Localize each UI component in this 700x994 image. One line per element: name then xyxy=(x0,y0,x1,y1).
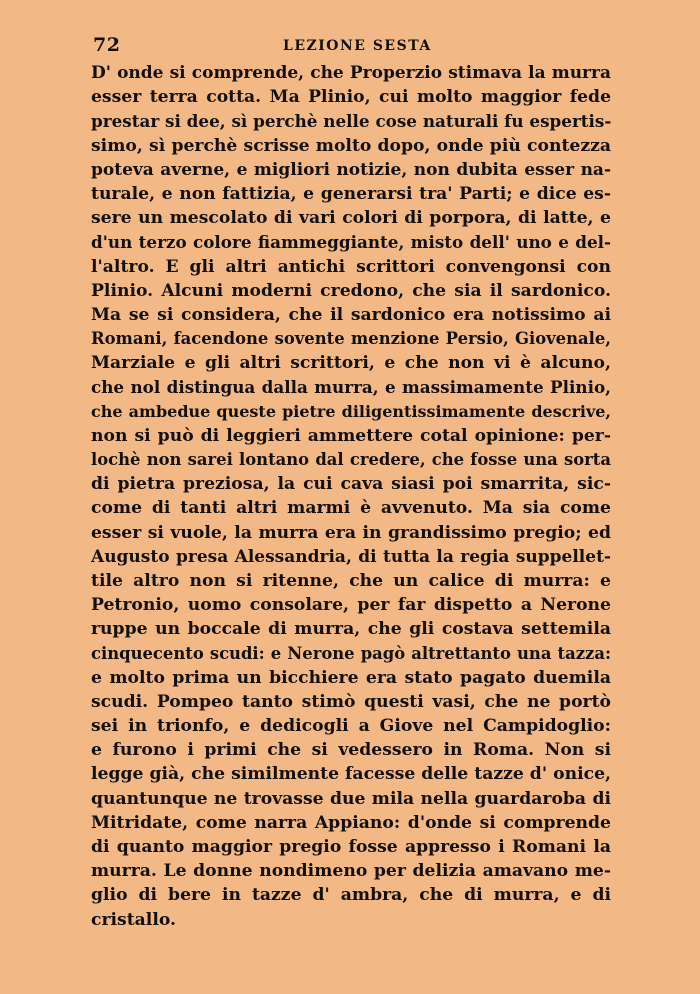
text-line: esser si vuole, la murra era in grandissimo pregio; ed xyxy=(91,522,611,543)
text-line: di pietra preziosa, la cui cava siasi poi smarrita, sic- xyxy=(91,474,611,495)
text-line: Mitridate, come narra Appiano: d'onde si comprende xyxy=(91,812,611,833)
text-line: scudi. Pompeo tanto stimò questi vasi, che ne portò xyxy=(91,691,611,712)
text-line: Romani, facendone sovente menzione Persio, Giovenale, xyxy=(91,329,611,349)
text-line: di quanto maggior pregio fosse appresso i Romani la xyxy=(91,837,611,857)
text-line: non si può di leggieri ammettere cotal opinione: per- xyxy=(91,425,611,446)
text-line: turale, e non fattizia, e generarsi tra' Parti; e dice es- xyxy=(91,183,611,204)
text-line: Marziale e gli altri scrittori, e che non vi è alcuno, xyxy=(91,353,611,374)
text-line: legge già, che similmente facesse delle tazze d' onice, xyxy=(91,764,611,785)
text-line: che nol distingua dalla murra, e massimamente Plinio, xyxy=(91,377,611,398)
text-line: come di tanti altri marmi è avvenuto. Ma sia come xyxy=(91,498,611,519)
text-line: che ambedue queste pietre diligentissimamente descrive, xyxy=(91,401,611,421)
text-line: Petronio, uomo consolare, per far dispetto a Nerone xyxy=(91,595,611,616)
text-line: sere un mescolato di vari colori di porpora, di latte, e xyxy=(91,208,611,229)
text-line: simo, sì perchè scrisse molto dopo, onde più contezza xyxy=(91,135,611,156)
text-line: cristallo. xyxy=(91,909,177,930)
page-header xyxy=(93,34,613,60)
text-line: quantunque ne trovasse due mila nella guardaroba di xyxy=(91,788,611,809)
text-line: Augusto presa Alessandria, di tutta la regia suppellet- xyxy=(91,546,611,567)
text-line: poteva averne, e migliori notizie, non dubita esser na- xyxy=(91,159,611,180)
text-line: D' onde si comprende, che Properzio stimava la murra xyxy=(91,63,611,83)
text-line: Plinio. Alcuni moderni credono, che sia il sardonico. xyxy=(91,280,611,301)
text-line: cinquecento scudi: e Nerone pagò altrettanto una tazza: xyxy=(91,643,611,663)
page-number: 72 xyxy=(93,34,121,56)
text-line: glio di bere in tazze d' ambra, che di murra, e di xyxy=(91,885,611,906)
body-text xyxy=(91,61,611,932)
text-line: lochè non sarei lontano dal credere, che fosse una sorta xyxy=(91,450,611,469)
text-line: l'altro. E gli altri antichi scrittori convengonsi con xyxy=(91,256,611,277)
text-line: e furono i primi che si vedessero in Roma. Non si xyxy=(91,740,611,761)
text-line: e molto prima un bicchiere era stato pagato duemila xyxy=(91,667,611,688)
running-head: LEZIONE SESTA xyxy=(283,38,432,54)
text-line: d'un terzo colore fiammeggiante, misto dell' uno e del- xyxy=(91,232,611,253)
text-line: ruppe un boccale di murra, che gli costava settemila xyxy=(91,619,611,640)
text-line: prestar si dee, sì perchè nelle cose naturali fu espertis- xyxy=(91,111,611,132)
text-line: sei in trionfo, e dedicogli a Giove nel Campidoglio: xyxy=(91,716,611,737)
text-line: Ma se si considera, che il sardonico era notissimo ai xyxy=(91,304,611,325)
text-line: murra. Le donne nondimeno per delizia amavano me- xyxy=(91,861,611,882)
text-line: tile altro non si ritenne, che un calice di murra: e xyxy=(91,570,611,591)
text-line: esser terra cotta. Ma Plinio, cui molto maggior fede xyxy=(91,87,611,108)
